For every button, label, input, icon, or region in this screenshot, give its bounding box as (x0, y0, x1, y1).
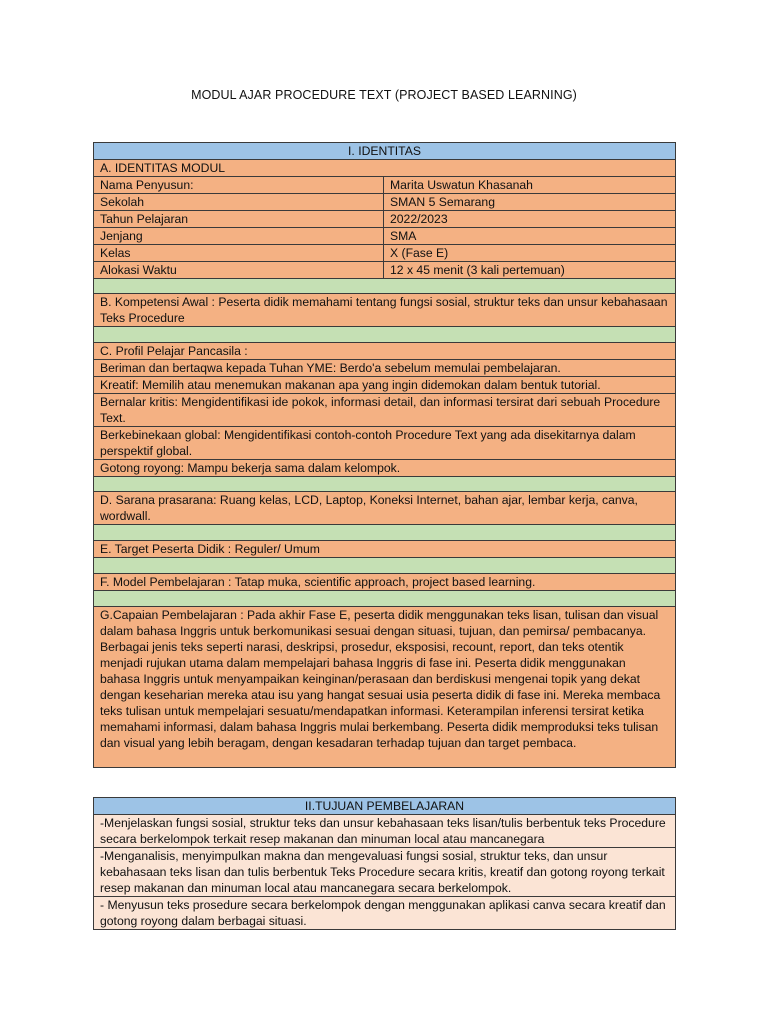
profil-item: Bernalar kritis: Mengidentifikasi ide pokok, informasi detail, dan informasi tersirat dari sebuah Procedure Text. (94, 394, 676, 427)
spacer-row (94, 327, 676, 343)
identity-row (94, 211, 676, 228)
section-header-row (94, 798, 676, 815)
identity-row (94, 262, 676, 279)
target-text: E. Target Peserta Didik : Reguler/ Umum (94, 541, 676, 558)
spacer-cell (94, 279, 676, 294)
profil-item-row (94, 427, 676, 460)
identity-label: Alokasi Waktu (94, 262, 384, 279)
identity-value: Marita Uswatun Khasanah (384, 177, 676, 194)
profil-item-row (94, 394, 676, 427)
subheader-row (94, 160, 676, 177)
identity-value: X (Fase E) (384, 245, 676, 262)
target-row (94, 541, 676, 558)
section-header-row (94, 143, 676, 160)
section-header: I. IDENTITAS (94, 143, 676, 160)
profil-item-row (94, 460, 676, 477)
sarana-text: D. Sarana prasarana: Ruang kelas, LCD, Laptop, Koneksi Internet, bahan ajar, lembar kerja, canva, wordwall. (94, 492, 676, 525)
tujuan-item-row (94, 815, 676, 848)
identity-row (94, 177, 676, 194)
spacer-cell (94, 591, 676, 607)
kompetensi-awal-text: B. Kompetensi Awal : Peserta didik memahami tentang fungsi sosial, struktur teks dan unsur kebahasaan Teks Procedure (94, 294, 676, 327)
spacer-row (94, 525, 676, 541)
identitas-modul-heading: A. IDENTITAS MODUL (94, 160, 676, 177)
profil-item: Gotong royong: Mampu bekerja sama dalam kelompok. (94, 460, 676, 477)
profil-item-row (94, 360, 676, 377)
identity-label: Nama Penyusun: (94, 177, 384, 194)
identity-label: Tahun Pelajaran (94, 211, 384, 228)
spacer-cell (94, 558, 676, 574)
model-text: F. Model Pembelajaran : Tatap muka, scientific approach, project based learning. (94, 574, 676, 591)
tujuan-item: -Menjelaskan fungsi sosial, struktur teks dan unsur kebahasaan teks lisan/tulis berbentuk teks Procedure secara berkelompok terkait resep makanan dan minuman local atau mancanegara (94, 815, 676, 848)
identity-label: Kelas (94, 245, 384, 262)
sarana-row (94, 492, 676, 525)
capaian-row (94, 607, 676, 768)
tujuan-item: -Menganalisis, menyimpulkan makna dan mengevaluasi fungsi sosial, struktur teks, dan unsur kebahasaan teks lisan dan tulis berbentuk Teks Procedure secara kritis, kreatif dan gotong royong terkait resep makanan dan minuman local atau mancanegara secara berkelompok. (94, 848, 676, 897)
kompetensi-awal-row (94, 294, 676, 327)
identity-value: SMA (384, 228, 676, 245)
profil-heading: C. Profil Pelajar Pancasila : (94, 343, 676, 360)
profil-heading-row (94, 343, 676, 360)
spacer-cell (94, 327, 676, 343)
identitas-table (93, 142, 676, 768)
tujuan-item-row (94, 848, 676, 897)
tujuan-table (93, 797, 676, 930)
model-row (94, 574, 676, 591)
section-header: II.TUJUAN PEMBELAJARAN (94, 798, 676, 815)
spacer-row (94, 279, 676, 294)
document-title: MODUL AJAR PROCEDURE TEXT (PROJECT BASED LEARNING) (191, 88, 577, 102)
identity-value: 12 x 45 menit (3 kali pertemuan) (384, 262, 676, 279)
identity-label: Jenjang (94, 228, 384, 245)
tujuan-item-row (94, 897, 676, 930)
spacer-row (94, 558, 676, 574)
profil-item-row (94, 377, 676, 394)
profil-item: Kreatif: Memilih atau menemukan makanan apa yang ingin didemokan dalam bentuk tutorial. (94, 377, 676, 394)
identity-row (94, 245, 676, 262)
identity-value: SMAN 5 Semarang (384, 194, 676, 211)
identity-value: 2022/2023 (384, 211, 676, 228)
identity-row (94, 194, 676, 211)
identity-row (94, 228, 676, 245)
profil-item: Berkebinekaan global: Mengidentifikasi contoh-contoh Procedure Text yang ada disekitarnya dalam perspektif global. (94, 427, 676, 460)
spacer-row (94, 591, 676, 607)
tujuan-item: - Menyusun teks prosedure secara berkelompok dengan menggunakan aplikasi canva secara kreatif dan gotong royong dalam berbagai situasi. (94, 897, 676, 930)
spacer-row (94, 477, 676, 492)
capaian-text: G.Capaian Pembelajaran : Pada akhir Fase E, peserta didik menggunakan teks lisan, tulisan dan visual dalam bahasa Inggris untuk berkomunikasi sesuai dengan situasi, tujuan, dan pemirsa/ pembacanya. Berbagai jenis teks seperti narasi, deskripsi, prosedur, eksposisi, recount, report, dan teks otentik menjadi rujukan utama dalam mempelajari bahasa Inggris di fase ini. Peserta didik menggunakan bahasa Inggris untuk menyampaikan keinginan/perasaan dan berdiskusi mengenai topik yang dekat dengan keseharian mereka atau isu yang hangat sesuai usia peserta didik di fase ini. Mereka membaca teks tulisan untuk mempelajari sesuatu/mendapatkan informasi. Keterampilan inferensi tersirat ketika memahami informasi, dalam bahasa Inggris mulai berkembang. Peserta didik memproduksi teks tulisan dan visual yang lebih beragam, dengan kesadaran terhadap tujuan dan target pembaca. (94, 607, 676, 768)
spacer-cell (94, 477, 676, 492)
spacer-cell (94, 525, 676, 541)
identity-label: Sekolah (94, 194, 384, 211)
profil-item: Beriman dan bertaqwa kepada Tuhan YME: Berdo'a sebelum memulai pembelajaran. (94, 360, 676, 377)
